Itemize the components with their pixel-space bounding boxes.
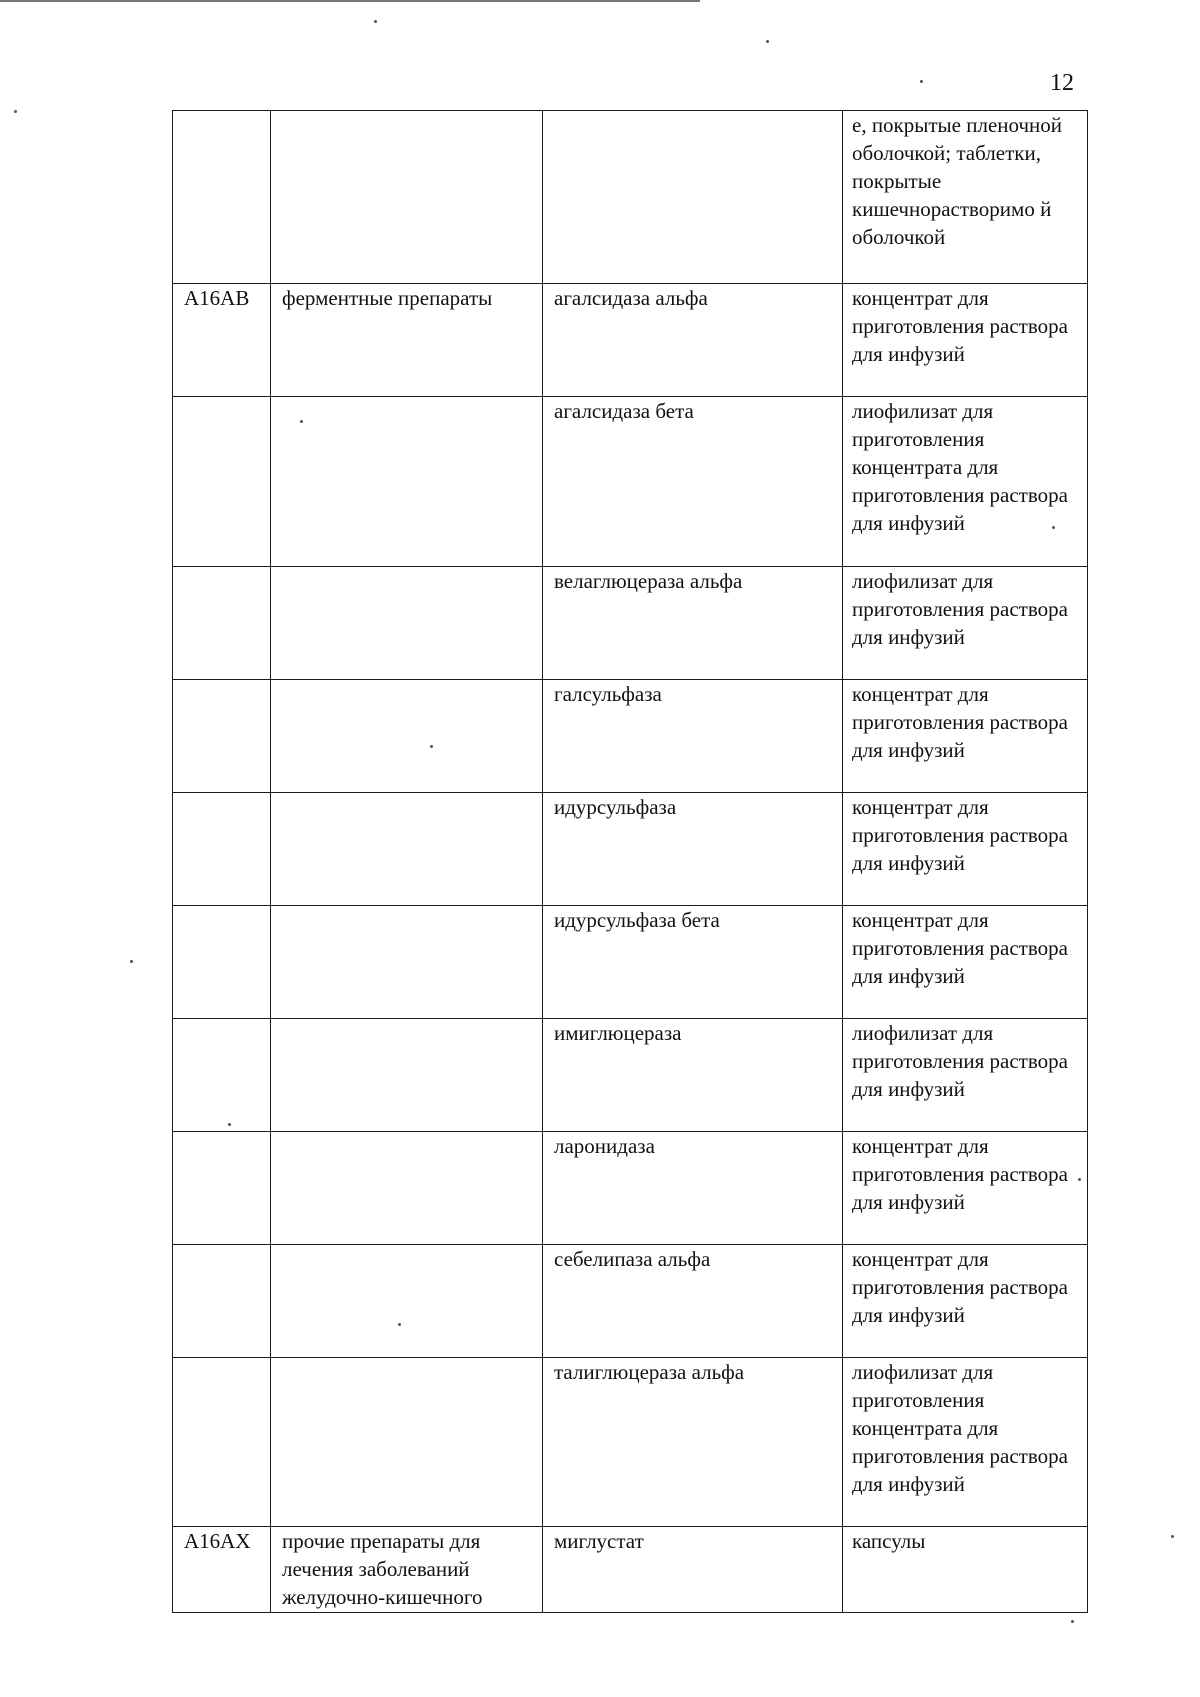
drug-name-cell: идурсульфаза бета [543,906,843,1019]
dosage-form-cell: концентрат для приготовления раствора для инфузий [843,680,1088,793]
dosage-form-cell: лиофилизат для приготовления концентрата для приготовления раствора для инфузий [843,1358,1088,1527]
table-row [173,680,1088,793]
drug-table [172,110,1088,1613]
atc-code-cell [173,1132,271,1245]
drug-name-cell: имиглюцераза [543,1019,843,1132]
drug-name-cell: ларонидаза [543,1132,843,1245]
table-row [173,1527,1088,1613]
table-row [173,1019,1088,1132]
dosage-form-cell: концентрат для приготовления раствора для инфузий [843,284,1088,397]
scan-speck [228,1123,231,1126]
drug-name-cell: агалсидаза альфа [543,284,843,397]
drug-name-cell: себелипаза альфа [543,1245,843,1358]
dosage-form-cell: концентрат для приготовления раствора для инфузий [843,1132,1088,1245]
drug-name-cell: талиглюцераза альфа [543,1358,843,1527]
dosage-form-cell: лиофилизат для приготовления раствора для инфузий [843,1019,1088,1132]
drug-name-cell: идурсульфаза [543,793,843,906]
dosage-form-cell: е, покрытые пленочной оболочкой; таблетки, покрытые кишечнорастворимо й оболочкой [843,111,1088,284]
atc-code-cell [173,111,271,284]
pharmacological-group-cell [271,567,543,680]
table-row [173,284,1088,397]
scan-speck [398,1323,401,1326]
drug-name-cell [543,111,843,284]
scan-speck [1052,526,1055,529]
dosage-form-cell: капсулы [843,1527,1088,1613]
pharmacological-group-cell [271,1132,543,1245]
pharmacological-group-cell [271,397,543,567]
scan-top-edge [0,0,700,2]
scan-speck [1071,1620,1074,1623]
table-row [173,1132,1088,1245]
page-number: 12 [1050,70,1074,96]
pharmacological-group-cell: прочие препараты для лечения заболеваний желудочно-кишечного [271,1527,543,1613]
pharmacological-group-cell [271,680,543,793]
dosage-form-cell: лиофилизат для приготовления раствора для инфузий [843,567,1088,680]
drug-name-cell: миглустат [543,1527,843,1613]
pharmacological-group-cell [271,111,543,284]
atc-code-cell [173,906,271,1019]
dosage-form-cell: концентрат для приготовления раствора для инфузий [843,793,1088,906]
pharmacological-group-cell [271,1019,543,1132]
atc-code-cell [173,793,271,906]
atc-code-cell [173,1019,271,1132]
pharmacological-group-cell [271,1358,543,1527]
table-row [173,793,1088,906]
scan-speck [1171,1535,1174,1538]
table-row [173,397,1088,567]
atc-code-cell [173,680,271,793]
dosage-form-cell: лиофилизат для приготовления концентрата для приготовления раствора для инфузий [843,397,1088,567]
pharmacological-group-cell [271,793,543,906]
scan-speck [300,420,303,423]
atc-code-cell: A16AB [173,284,271,397]
drug-name-cell: агалсидаза бета [543,397,843,567]
table-row [173,1358,1088,1527]
scan-speck [920,80,923,83]
scan-speck [766,40,769,43]
pharmacological-group-cell [271,1245,543,1358]
table-row [173,111,1088,284]
pharmacological-group-cell [271,906,543,1019]
atc-code-cell [173,1245,271,1358]
scan-speck [430,745,433,748]
atc-code-cell [173,1358,271,1527]
dosage-form-cell: концентрат для приготовления раствора для инфузий [843,906,1088,1019]
scan-speck [1078,1178,1081,1181]
table-row [173,567,1088,680]
atc-code-cell [173,567,271,680]
drug-name-cell: велаглюцераза альфа [543,567,843,680]
drug-name-cell: галсульфаза [543,680,843,793]
scan-speck [14,110,17,113]
atc-code-cell [173,397,271,567]
drug-table-body [173,111,1088,1613]
table-row [173,1245,1088,1358]
scan-speck [130,960,133,963]
atc-code-cell: A16AX [173,1527,271,1613]
dosage-form-cell: концентрат для приготовления раствора для инфузий [843,1245,1088,1358]
scan-speck [374,20,377,23]
pharmacological-group-cell: ферментные препараты [271,284,543,397]
table-row [173,906,1088,1019]
